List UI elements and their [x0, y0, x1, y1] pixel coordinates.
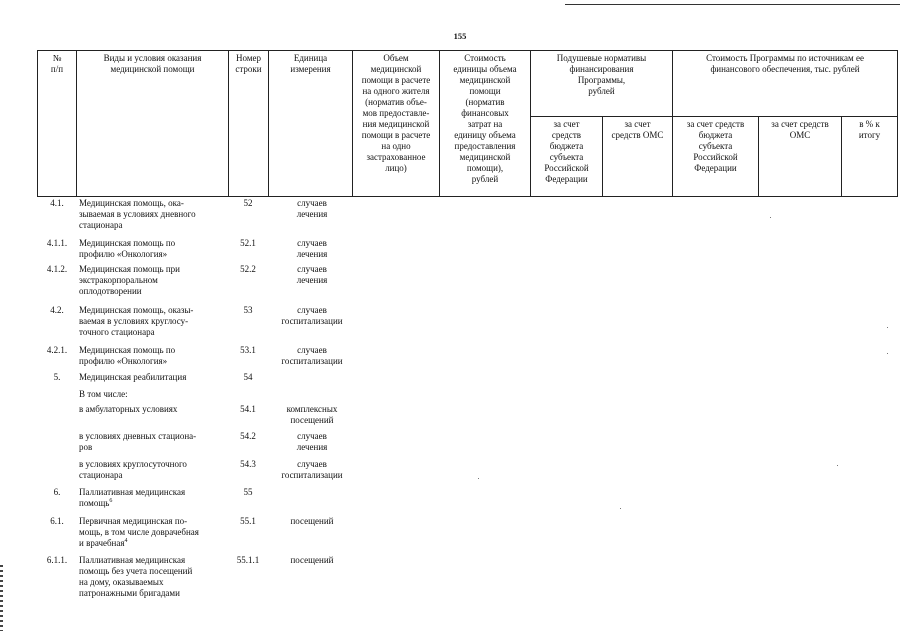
row-name-line — [79, 498, 222, 509]
row-code: 53 — [243, 305, 253, 315]
header-line: на одно — [381, 141, 411, 151]
header-unit — [268, 50, 353, 197]
row-name-line — [79, 431, 222, 442]
row-name-line — [79, 389, 222, 400]
row-unit-line: госпитализации — [281, 356, 343, 366]
row-name — [79, 555, 222, 599]
row-name-text: в условиях круглосуточного — [79, 459, 187, 469]
row-unit-line: случаев — [297, 264, 327, 274]
row-name-line — [79, 249, 222, 260]
header-line: единицу объема — [454, 130, 516, 140]
header-cost-unit — [439, 50, 531, 197]
header-pc-budget — [530, 116, 603, 197]
row-name — [79, 487, 222, 509]
header-line: Номер — [235, 53, 262, 63]
scan-edge-artifact — [0, 565, 3, 631]
header-line: медицинской помощи — [110, 64, 195, 74]
header-line: Российской — [544, 163, 589, 173]
row-name-text: стационара — [79, 220, 123, 230]
row-name — [79, 238, 222, 260]
scan-speck — [478, 478, 479, 479]
row-unit-line: лечения — [296, 249, 328, 259]
row-unit-line: госпитализации — [281, 470, 343, 480]
row-code: 52 — [243, 198, 253, 208]
header-line: (норматив — [465, 97, 505, 107]
header-line: Подушевые нормативы — [556, 53, 647, 63]
header-line: Федерации — [545, 174, 588, 184]
row-name-text: помощь без учета посещений — [79, 566, 193, 576]
row-unit-line: случаев — [297, 431, 327, 441]
header-per-capita — [530, 50, 673, 117]
row-name — [79, 372, 222, 383]
header-line: застрахованное — [366, 152, 426, 162]
row-name-line — [79, 209, 222, 220]
header-line: строки — [235, 64, 262, 74]
header-line: лицо) — [385, 163, 407, 173]
row-name-text: Медицинская помощь по — [79, 345, 176, 355]
row-number: 4.2. — [50, 305, 64, 315]
header-line: бюджета — [549, 141, 584, 151]
page-number: 155 — [453, 31, 467, 41]
row-unit — [272, 305, 352, 327]
scan-speck — [887, 327, 888, 328]
header-line: мов предоставле- — [362, 108, 430, 118]
header-line: единицы объема — [453, 64, 517, 74]
row-unit — [272, 555, 352, 566]
row-name-text: зываемая в условиях дневного — [79, 209, 196, 219]
row-name-line — [79, 275, 222, 286]
header-line: Российской — [693, 152, 738, 162]
row-unit-line: лечения — [296, 275, 328, 285]
row-name-line — [79, 516, 222, 527]
row-unit-line: посещений — [290, 516, 334, 526]
row-name-text: мощь, в том числе доврачебная — [79, 527, 199, 537]
row-name-text: Паллиативная медицинская — [79, 555, 186, 565]
row-unit — [272, 198, 352, 220]
header-volume — [352, 50, 440, 197]
row-unit-line: госпитализации — [281, 316, 343, 326]
row-name-text: ваемая в условиях круглосу- — [79, 316, 189, 326]
header-kinds — [76, 50, 229, 197]
header-line: Стоимость — [464, 53, 506, 63]
row-code: 55 — [243, 487, 253, 497]
scan-speck — [770, 217, 771, 218]
row-number: 4.2.1. — [46, 345, 68, 355]
row-name-line — [79, 264, 222, 275]
row-name — [79, 431, 222, 453]
header-line: помощи в расчете — [361, 130, 431, 140]
row-name-line — [79, 487, 222, 498]
row-name-text: профилю «Онкология» — [79, 249, 168, 259]
header-line: предоставления — [454, 141, 516, 151]
row-name-line — [79, 566, 222, 577]
row-name — [79, 345, 222, 367]
row-name — [79, 264, 222, 297]
header-line: медицинской — [459, 152, 511, 162]
header-line: за счет — [624, 119, 651, 129]
row-name-text: точного стационара — [79, 327, 155, 337]
row-name-text: в амбулаторных условиях — [79, 404, 178, 414]
header-line: Единица — [293, 53, 328, 63]
row-name-line — [79, 372, 222, 383]
footnote-ref: 6 — [109, 498, 113, 504]
row-number: 6.1.1. — [46, 555, 68, 565]
row-name-text: В том числе: — [79, 389, 128, 399]
header-line: помощи — [469, 86, 501, 96]
row-name-line — [79, 305, 222, 316]
row-name-text: помощь — [79, 498, 110, 508]
row-code: 54 — [243, 372, 253, 382]
header-prog-budget — [672, 116, 759, 197]
row-code: 52.1 — [240, 238, 256, 248]
header-line: за счет средств — [686, 119, 745, 129]
row-name-line — [79, 316, 222, 327]
header-line: медицинской — [370, 64, 422, 74]
header-line: затрат на — [467, 119, 503, 129]
row-name-text: стационара — [79, 470, 123, 480]
header-line: в % к — [859, 119, 880, 129]
header-line: ОМС — [789, 130, 811, 140]
row-name — [79, 459, 222, 481]
scan-speck — [620, 508, 621, 509]
row-number: 6.1. — [50, 516, 64, 526]
row-name-text: патронажными бригадами — [79, 588, 180, 598]
row-name-text: Медицинская помощь при — [79, 264, 180, 274]
row-name-line — [79, 538, 222, 549]
row-name — [79, 516, 222, 549]
header-line: Федерации — [694, 163, 737, 173]
header-line: субъекта — [698, 141, 733, 151]
row-name-text: Медицинская помощь, оказы- — [79, 305, 194, 315]
header-line: субъекта — [549, 152, 584, 162]
row-unit — [272, 431, 352, 453]
header-line: средств — [551, 130, 582, 140]
row-unit-line: случаев — [297, 459, 327, 469]
row-unit-line: посещений — [290, 415, 334, 425]
header-line: Виды и условия оказания — [103, 53, 202, 63]
row-number: 4.1.2. — [46, 264, 68, 274]
row-unit-line: случаев — [297, 345, 327, 355]
row-code: 53.1 — [240, 345, 256, 355]
row-code: 55.1 — [240, 516, 256, 526]
header-line: Объем — [383, 53, 409, 63]
row-name-line — [79, 588, 222, 599]
row-unit-line: посещений — [290, 555, 334, 565]
row-name-line — [79, 238, 222, 249]
header-line: финансового обеспечения, тыс. рублей — [710, 64, 860, 74]
row-name-text: Первичная медицинская по- — [79, 516, 188, 526]
row-code: 54.3 — [240, 459, 256, 469]
row-code: 52.2 — [240, 264, 256, 274]
top-rule — [565, 4, 900, 5]
row-name-line — [79, 198, 222, 209]
row-unit — [272, 516, 352, 527]
row-name-text: в условиях дневных стациона- — [79, 431, 197, 441]
header-prog-oms — [758, 116, 842, 197]
header-line: на одного жителя — [362, 86, 430, 96]
row-unit-line: случаев — [297, 238, 327, 248]
row-name-line — [79, 527, 222, 538]
header-line: № — [52, 53, 62, 63]
row-name-text: профилю «Онкология» — [79, 356, 168, 366]
header-line: рублей — [588, 86, 615, 96]
row-name — [79, 389, 222, 400]
row-name-text: экстракорпоральном — [79, 275, 158, 285]
header-line: рублей — [471, 174, 499, 184]
header-line: средств ОМС — [611, 130, 664, 140]
footnote-ref: 4 — [124, 538, 128, 544]
scan-speck — [887, 353, 888, 354]
row-name-text: на дому, оказываемых — [79, 577, 164, 587]
header-line: финансирования — [569, 64, 634, 74]
row-name-line — [79, 286, 222, 297]
row-code: 54.1 — [240, 404, 256, 414]
header-line: п/п — [50, 64, 64, 74]
row-name-text: Медицинская реабилитация — [79, 372, 187, 382]
row-unit — [272, 459, 352, 481]
row-unit — [272, 404, 352, 426]
header-line: Программы, — [577, 75, 626, 85]
header-line: помощи в расчете — [361, 75, 431, 85]
row-unit-line: лечения — [296, 209, 328, 219]
row-name-line — [79, 327, 222, 338]
header-prog-pct — [841, 116, 898, 197]
row-name — [79, 305, 222, 338]
row-name-line — [79, 459, 222, 470]
row-name-text: Паллиативная медицинская — [79, 487, 186, 497]
header-line: измерения — [290, 64, 331, 74]
header-line: за счет — [553, 119, 580, 129]
row-name-line — [79, 470, 222, 481]
row-name — [79, 404, 222, 415]
row-number: 4.1.1. — [46, 238, 68, 248]
header-line: за счет средств — [771, 119, 829, 129]
scan-speck — [837, 465, 838, 466]
row-name-text: оплодотворении — [79, 286, 142, 296]
row-number: 4.1. — [50, 198, 64, 208]
header-line: (норматив объе- — [365, 97, 427, 107]
row-unit-line: лечения — [296, 442, 328, 452]
header-num — [37, 50, 77, 197]
row-number: 5. — [53, 372, 61, 382]
row-name-line — [79, 404, 222, 415]
header-line: помощи), — [466, 163, 504, 173]
row-name-line — [79, 356, 222, 367]
row-name-line — [79, 345, 222, 356]
row-number: 6. — [53, 487, 61, 497]
row-unit — [272, 264, 352, 286]
row-unit-line: случаев — [297, 305, 327, 315]
header-program-cost — [672, 50, 898, 117]
row-name-line — [79, 577, 222, 588]
row-name-line — [79, 442, 222, 453]
header-line: итогу — [858, 130, 881, 140]
header-line: Стоимость Программы по источникам ее — [706, 53, 864, 63]
row-name-text: Медицинская помощь по — [79, 238, 176, 248]
header-line: ния медицинской — [362, 119, 430, 129]
header-line: бюджета — [698, 130, 733, 140]
header-line: медицинской — [459, 75, 511, 85]
row-name-text: ров — [79, 442, 93, 452]
row-unit — [272, 345, 352, 367]
row-unit-line: комплексных — [286, 404, 338, 414]
row-name-line — [79, 555, 222, 566]
row-name-line — [79, 220, 222, 231]
row-name — [79, 198, 222, 231]
row-name-text: и врачебная — [79, 538, 125, 548]
row-unit — [272, 238, 352, 260]
row-code: 54.2 — [240, 431, 256, 441]
header-pc-oms — [602, 116, 673, 197]
row-name-text: Медицинская помощь, ока- — [79, 198, 184, 208]
header-line: финансовых — [461, 108, 509, 118]
row-code: 55.1.1 — [236, 555, 260, 565]
row-unit-line: случаев — [297, 198, 327, 208]
header-row-code — [228, 50, 269, 197]
